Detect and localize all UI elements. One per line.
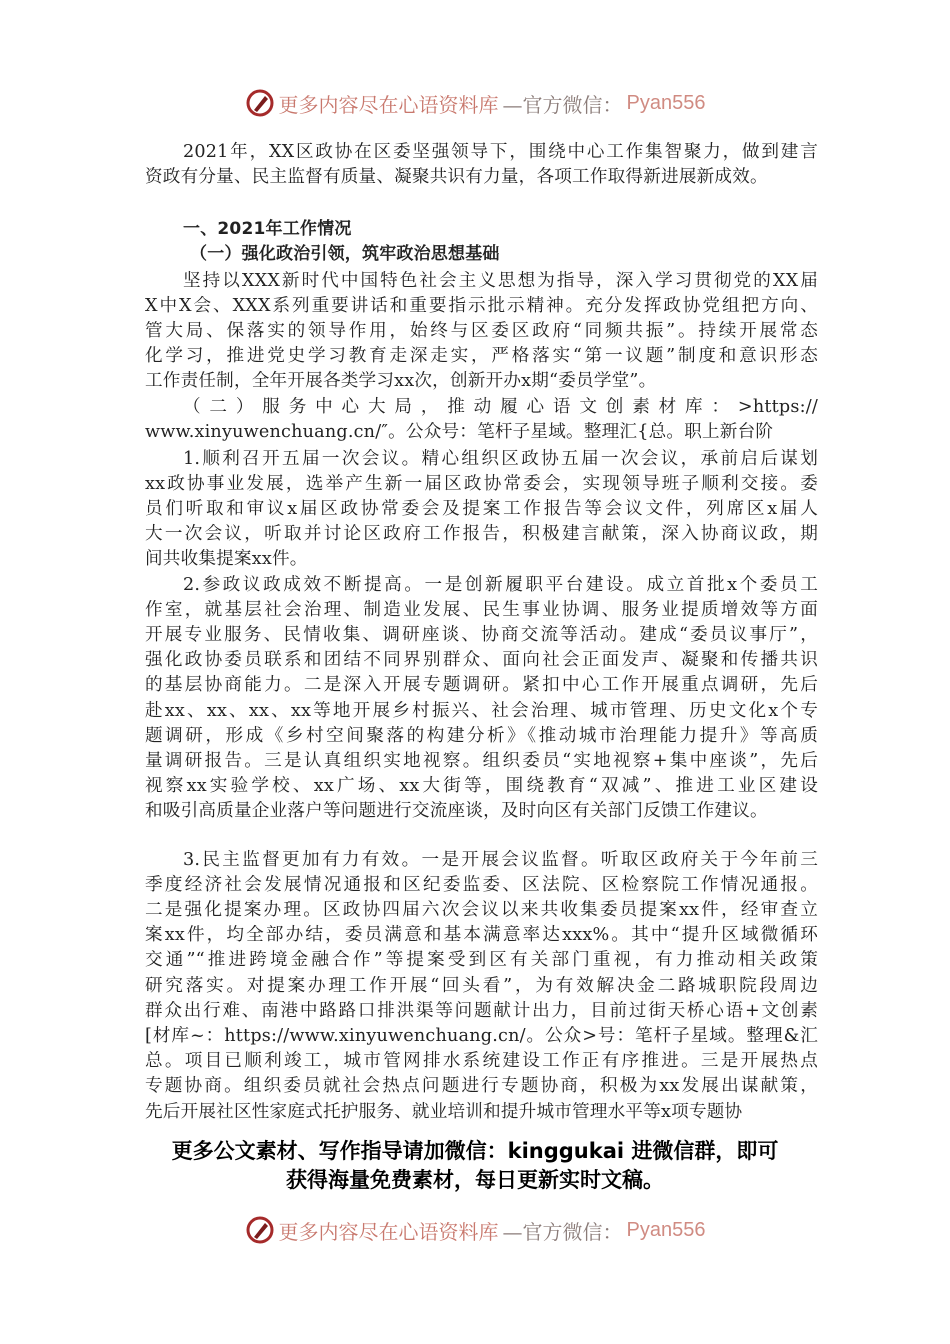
paragraph-line: 和吸引高质量企业落户等问题进行交流座谈，及时向区有关部门反馈工作建议。 (145, 801, 768, 822)
watermark-site: 更多内容尽在心语资料库 (278, 92, 499, 117)
paragraph-line: 员们听取和审议x届区政协常委会及提案工作报告等会议文件，列席区x届人 (145, 498, 818, 519)
paragraph-line: 资政有分量、民主监督有质量、凝聚共识有力量，各项工作取得新进展新成效。 (145, 166, 768, 187)
paragraph-line: 专题协商。组织委员就社会热点问题进行专题协商，积极为xx发展出谋献策， (145, 1076, 818, 1097)
paragraph-line: 季度经济社会发展情况通报和区纪委监委、区法院、区检察院工作情况通报。 (145, 874, 818, 895)
paragraph-line: 1.顺利召开五届一次会议。精心组织区政协五届一次会议，承前启后谋划 (183, 448, 818, 469)
paragraph-line: 开展专业服务、民情收集、调研座谈、协商交流等活动。建成“委员议事厅”， (145, 624, 818, 645)
paragraph-line: 二是强化提案办理。区政协四届六次会议以来共收集委员提案xx件，经审查立 (145, 899, 818, 920)
paragraph-line: 交通”“推进跨境金融合作”等提案受到区有关部门重视，有力推动相关政策 (145, 950, 818, 971)
paragraph-line: 量调研报告。三是认真组织实地视察。组织委员“实地视察+集中座谈”，先后 (145, 750, 818, 771)
promo-line-1: 更多公文素材、写作指导请加微信：kinggukai 进微信群，即可 (171, 1139, 779, 1163)
paragraph-line: [材库~：https://www.xinyuwenchuang.cn/。公众>号：笔杆子星域。整理&汇 (145, 1025, 818, 1046)
paragraph-line: 赴xx、xx、xx、xx等地开展乡村振兴、社会治理、城市管理、历史文化x个专 (145, 700, 818, 721)
paragraph-line: 案xx件，均全部办结，委员满意和基本满意率达xxx%。其中“提升区域微循环 (145, 925, 818, 946)
watermark-id: Pyan556 (626, 1218, 706, 1241)
paragraph-line: 群众出行难、南港中路路口排洪渠等问题献计出力，目前过街天桥心语+文创素 (145, 1000, 818, 1021)
paragraph-line: 大一次会议，听取并讨论区政府工作报告，积极建言献策，深入协商议政，期 (145, 524, 818, 545)
paragraph-line: 总。项目已顺利竣工，城市管网排水系统建设工作正有序推进。三是开展热点 (145, 1051, 818, 1072)
pen-logo-icon (245, 88, 275, 118)
paragraph-line: 研究落实。对提案办理工作开展“回头看”，为有效解决金二路城职院段周边 (145, 975, 818, 996)
paragraph-line: 先后开展社区性家庭式托护服务、就业培训和提升城市管理水平等x项专题协 (145, 1101, 743, 1122)
paragraph-line: 题调研，形成《乡村空间聚落的构建分析》《推动城市治理能力提升》等高质 (145, 725, 818, 746)
paragraph-line: 坚持以XXX新时代中国特色社会主义思想为指导，深入学习贯彻党的XX届 (183, 270, 818, 291)
watermark-id: Pyan556 (626, 91, 706, 114)
promo-line-2: 获得海量免费素材，每日更新实时文稿。 (286, 1168, 664, 1192)
watermark-top (0, 86, 950, 120)
watermark-sep: —官方微信： (502, 1219, 623, 1244)
paragraph-line: 管大局、保落实的领导作用，始终与区委区政府“同频共振”。持续开展常态 (145, 320, 818, 341)
paragraph-line: （二）服务中心大局，推动履心语文创素材库：>https:// (183, 396, 818, 417)
paragraph-line: 2021年，XX区政协在区委坚强领导下，围绕中心工作集智聚力，做到建言 (183, 141, 818, 162)
paragraph-line: 强化政协委员联系和团结不同界别群众、面向社会正面发声、凝聚和传播共识 (145, 650, 818, 671)
watermark-bottom (0, 1213, 950, 1247)
paragraph-line: xx政协事业发展，选举产生新一届区政协常委会，实现领导班子顺利交接。委 (145, 473, 818, 494)
paragraph-line: 工作责任制，全年开展各类学习xx次，创新开办x期“委员学堂”。 (145, 371, 657, 392)
watermark-site: 更多内容尽在心语资料库 (278, 1219, 499, 1244)
heading: 一、2021年工作情况 (183, 218, 352, 239)
paragraph-line: 3.民主监督更加有力有效。一是开展会议监督。听取区政府关于今年前三 (183, 849, 818, 870)
paragraph-line: 作室，就基层社会治理、制造业发展、民生事业协调、服务业提质增效等方面 (145, 599, 818, 620)
paragraph-line: 的基层协商能力。二是深入开展专题调研。紧扣中心工作开展重点调研，先后 (145, 675, 818, 696)
subheading: （一）强化政治引领，筑牢政治思想基础 (190, 243, 500, 264)
paragraph-line: 化学习，推进党史学习教育走深走实，严格落实“第一议题”制度和意识形态 (145, 346, 818, 367)
pen-logo-icon (245, 1215, 275, 1245)
paragraph-line: 视察xx实验学校、xx广场、xx大街等，围绕教育“双减”、推进工业区建设 (145, 776, 818, 797)
paragraph-line: 间共收集提案xx件。 (145, 549, 308, 570)
paragraph-line: www.xinyuwenchuang.cn/″。公众号：笔杆子星域。整理汇{总。职上新台阶 (145, 421, 774, 442)
paragraph-line: X中X会、XXX系列重要讲话和重要指示批示精神。充分发挥政协党组把方向、 (145, 295, 818, 316)
watermark-sep: —官方微信： (502, 92, 623, 117)
paragraph-line: 2.参政议政成效不断提高。一是创新履职平台建设。成立首批x个委员工 (183, 574, 818, 595)
